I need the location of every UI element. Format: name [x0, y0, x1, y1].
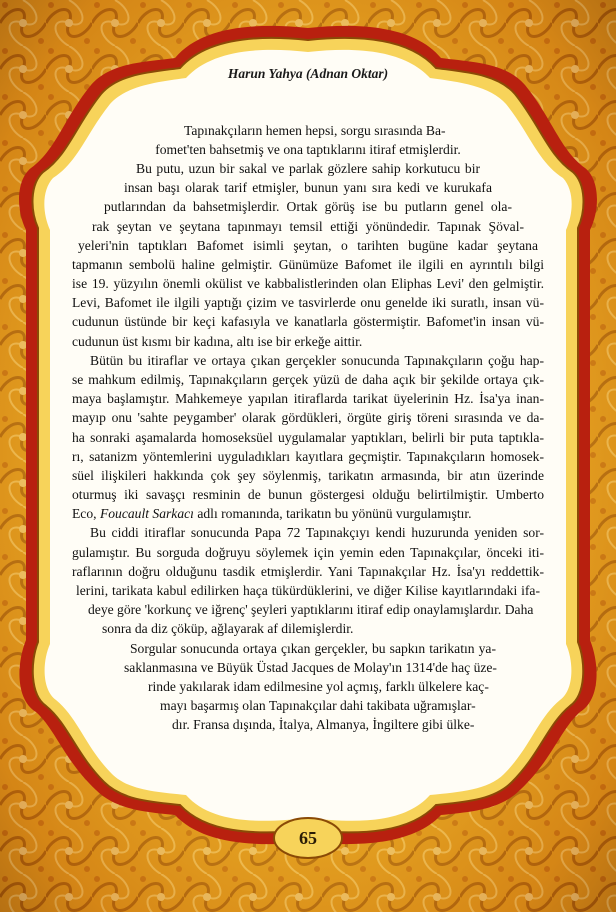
text-line: Bütün bu itiraflar ve ortaya çıkan gerçekler sonucunda Tapınakçıların çoğu hap- — [90, 353, 544, 368]
text-line: ise 19. yüzyılın önemli okülist ve kabbalistlerinden olan Eliphas Levi' den gelmiştir. — [72, 276, 544, 291]
text-span: Eco, — [72, 506, 100, 521]
text-line: Bu ciddi itiraflar sonucunda Papa 72 Tapınakçıyı kendi huzurunda yeniden sor- — [90, 525, 544, 540]
text-line: rak şeytan ve şeytana tapınmayı temsil ettiği yönündedir. Tapınak Şöval- — [92, 219, 524, 234]
text-line: Levi, Bafomet ile ilgili yaptığı çizim ve tasvirlerde onu genelde iki suratlı, insan vü- — [72, 295, 544, 310]
text-line: cudunun üstünde bir keçi kafasıyla ve kanatlarla göstermiştir. Bafomet'in insan vü- — [72, 314, 544, 329]
text-line: putlarından da bahsetmişlerdir. Ortak görüş ise bu putların genel ola- — [104, 199, 512, 214]
text-line: dır. Fransa dışında, İtalya, Almanya, İngiltere gibi ülke- — [172, 717, 475, 732]
text-line — [72, 505, 544, 523]
text-line: insan başı olarak tarif etmişler, bunun yanı sıra kedi ve kurukafa — [124, 180, 492, 195]
text-line: Sorgular sonucunda ortaya çıkan gerçekler, bu sapkın tarikatın ya- — [130, 641, 496, 656]
text-line: mayıp onu 'sahte peygamber' olarak gördükleri, örgüte giriş töreni sırasında ve da- — [72, 410, 544, 425]
running-title: Harun Yahya (Adnan Oktar) — [227, 66, 389, 81]
text-span: adlı romanında, tarikatın bu yönünü vurgulamıştır. — [193, 506, 472, 521]
text-line: oturmuş iki savaşçı resminin de bunun göstergesi olduğu belirtilmiştir. Umberto — [72, 487, 544, 502]
page-number: 65 — [299, 828, 317, 848]
text-line: rinde yakılarak idam edilmesine yol açmış, farklı ülkelere kaç- — [148, 679, 489, 694]
text-line: yeleri'nin taptıkları Bafomet isimli şeytan, o tarihten bugüne kadar şeytana — [78, 238, 538, 253]
text-line: tapmanın sembolü haline gelmiştir. Günümüze Bafomet ile ilgili en ayrıntılı bilgi — [72, 257, 544, 272]
text-line: fomet'ten bahsetmiş ve ona taptıklarını itiraf etmişlerdir. — [155, 142, 461, 157]
text-line: lerini, tarikata kabul edilirken haça tükürdüklerini, ve diğer Kilise kayıtlarındaki ifa- — [76, 583, 540, 598]
text-line: sonra da diz çöküp, ağlayarak af dilemişlerdir. — [102, 621, 354, 636]
text-line: Tapınakçıların hemen hepsi, sorgu sırasında Ba- — [184, 123, 446, 138]
text-line: cudunun üst kısmı bir kadına, altı ise bir erkeğe aittir. — [72, 334, 363, 349]
text-line: deye göre 'korkunç ve iğrenç' şeyleri yaptıklarını itiraf edip onaylamışlardır. Daha — [88, 602, 534, 617]
text-line: mayı başarmış olan Tapınakçılar dahi takibata uğramışlar- — [160, 698, 476, 713]
text-line: süel ilişkileri hakkında çok şey söylenmiş, tarikatın armasında, bir atın üzerinde — [72, 468, 544, 483]
text-line: Bu putu, uzun bir sakal ve parlak gözlere sahip korkutucu bir — [136, 161, 480, 176]
text-line: gulamıştır. Bu sorguda doğruyu söylemek için yemin eden Tapınakçılar, önceki iti- — [72, 545, 544, 560]
text-line: se mahkum edilmiş, Tapınakçıların gerçek yüzü de daha açık bir şekilde ortaya çık- — [72, 372, 544, 387]
text-line: saklanmasına ve Büyük Üstad Jacques de Molay'ın 1314'de haç üze- — [124, 660, 497, 675]
text-line: rı, satanizm yöntemlerini uyguladıkları kayıtlara geçmiştir. Tapınakçıların homosek- — [72, 449, 544, 464]
book-title: Foucault Sarkacı — [99, 506, 194, 521]
text-line: raflarının doğru olduğunu tasdik etmişlerdir. Yani Tapınakçılar Hz. İsa'yı reddettik- — [72, 564, 544, 579]
text-line: maya başlamıştır. Mahkemeye yapılan itiraflarda tarikat üyelerinin Hz. İsa'ya inan- — [72, 391, 544, 406]
text-line: ha sonraki aşamalarda homoseksüel uygulamalar yaptıkları, belirli bir puta taptıkla- — [72, 430, 544, 445]
